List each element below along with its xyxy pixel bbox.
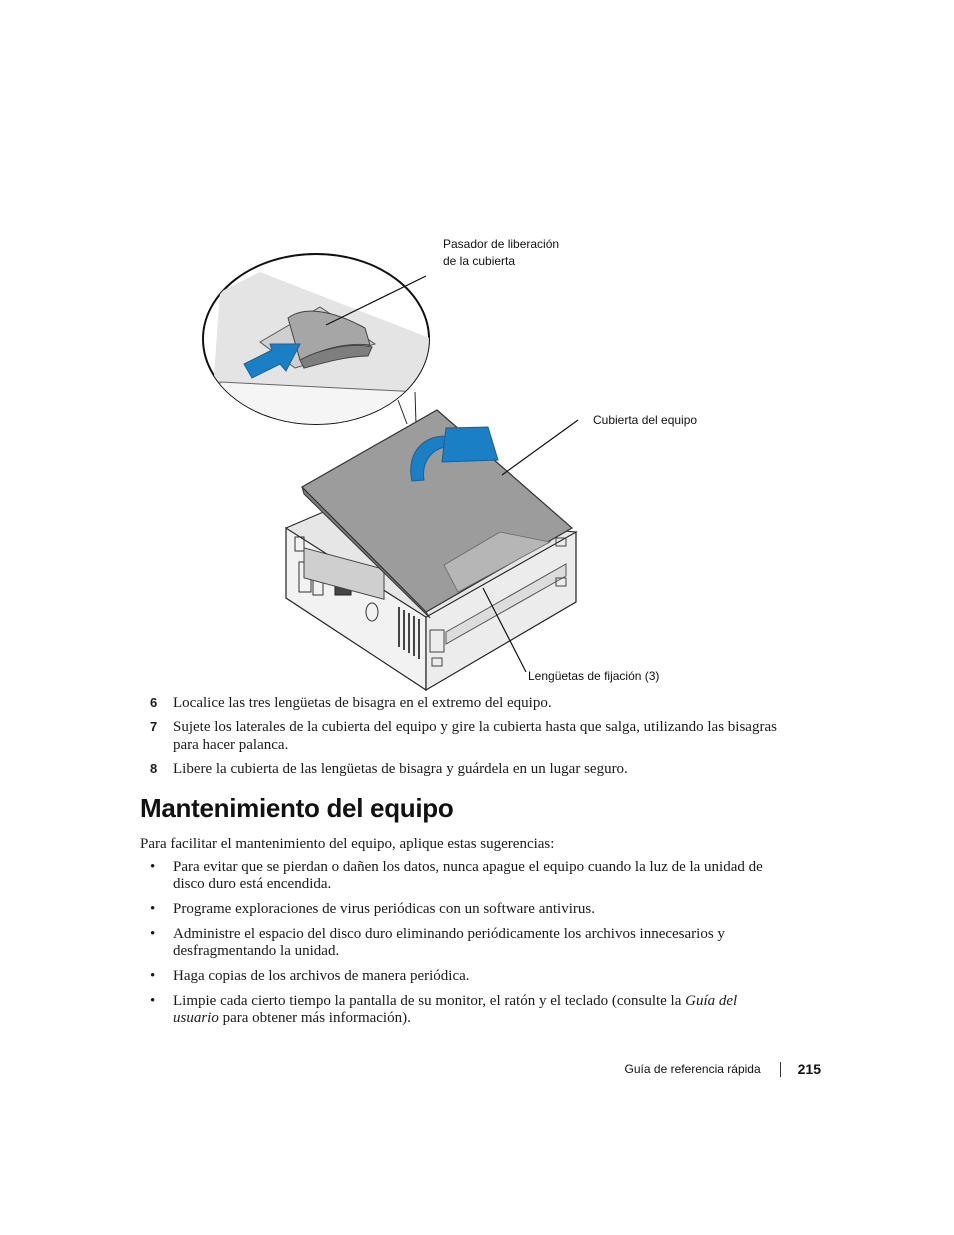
bullet-icon: •: [150, 993, 156, 1009]
step-number: 8: [150, 761, 158, 776]
footer-title: Guía de referencia rápida: [624, 1062, 761, 1076]
tip-text-after: para obtener más información).: [218, 1010, 411, 1026]
list-item: [150, 926, 770, 960]
page-footer: [625, 1061, 821, 1077]
bullet-icon: •: [150, 968, 156, 984]
callout-latch: [443, 236, 559, 270]
step-text: Sujete los laterales de la cubierta del equipo y gire la cubierta hasta que salga, utilizando las bisagras para hacer palanca.: [173, 719, 777, 753]
step-list: [150, 694, 790, 784]
tip-text-before: Limpie cada cierto tiempo la pantalla de su monitor, el ratón y el teclado (consulte la: [173, 993, 686, 1009]
step-number: 7: [150, 719, 158, 734]
list-item: [150, 694, 790, 712]
tip-text: Administre el espacio del disco duro eliminando periódicamente los archivos innecesarios y desfragmentando la unidad.: [173, 926, 725, 959]
step-number: 6: [150, 695, 158, 710]
section-intro: Para facilitar el mantenimiento del equipo, aplique estas sugerencias:: [140, 836, 555, 852]
callout-cover: Cubierta del equipo: [593, 413, 698, 427]
list-item: [150, 859, 770, 893]
user-guide-title: Guía del usuario: [173, 993, 738, 1026]
computer-cover-illustration: [200, 232, 720, 692]
list-item: [150, 993, 770, 1027]
bullet-icon: •: [150, 926, 156, 942]
tip-text: Para evitar que se pierdan o dañen los datos, nunca apague el equipo cuando la luz de la unidad de disco duro está encendida.: [173, 859, 763, 892]
footer-divider: [780, 1062, 781, 1077]
callout-latch-line2: de la cubierta: [443, 254, 516, 268]
tip-text: Haga copias de los archivos de manera periódica.: [173, 968, 470, 984]
list-item: [150, 968, 770, 985]
list-item: [150, 718, 790, 754]
tips-list: [150, 859, 770, 1035]
step-text: Libere la cubierta de las lengüetas de bisagra y guárdela en un lugar seguro.: [173, 761, 628, 777]
callout-tabs: Lengüetas de fijación (3): [528, 669, 660, 683]
callout-latch-line1: Pasador de liberación: [443, 237, 560, 251]
section-heading: Mantenimiento del equipo: [140, 793, 454, 823]
page-number: 215: [797, 1061, 821, 1077]
step-text: Localice las tres lengüetas de bisagra en el extremo del equipo.: [173, 695, 552, 711]
bullet-icon: •: [150, 901, 156, 917]
list-item: [150, 760, 790, 778]
bullet-icon: •: [150, 859, 156, 875]
list-item: [150, 901, 770, 918]
cover-removal-figure: [200, 232, 720, 692]
tip-text: Programe exploraciones de virus periódicas con un software antivirus.: [173, 901, 595, 917]
